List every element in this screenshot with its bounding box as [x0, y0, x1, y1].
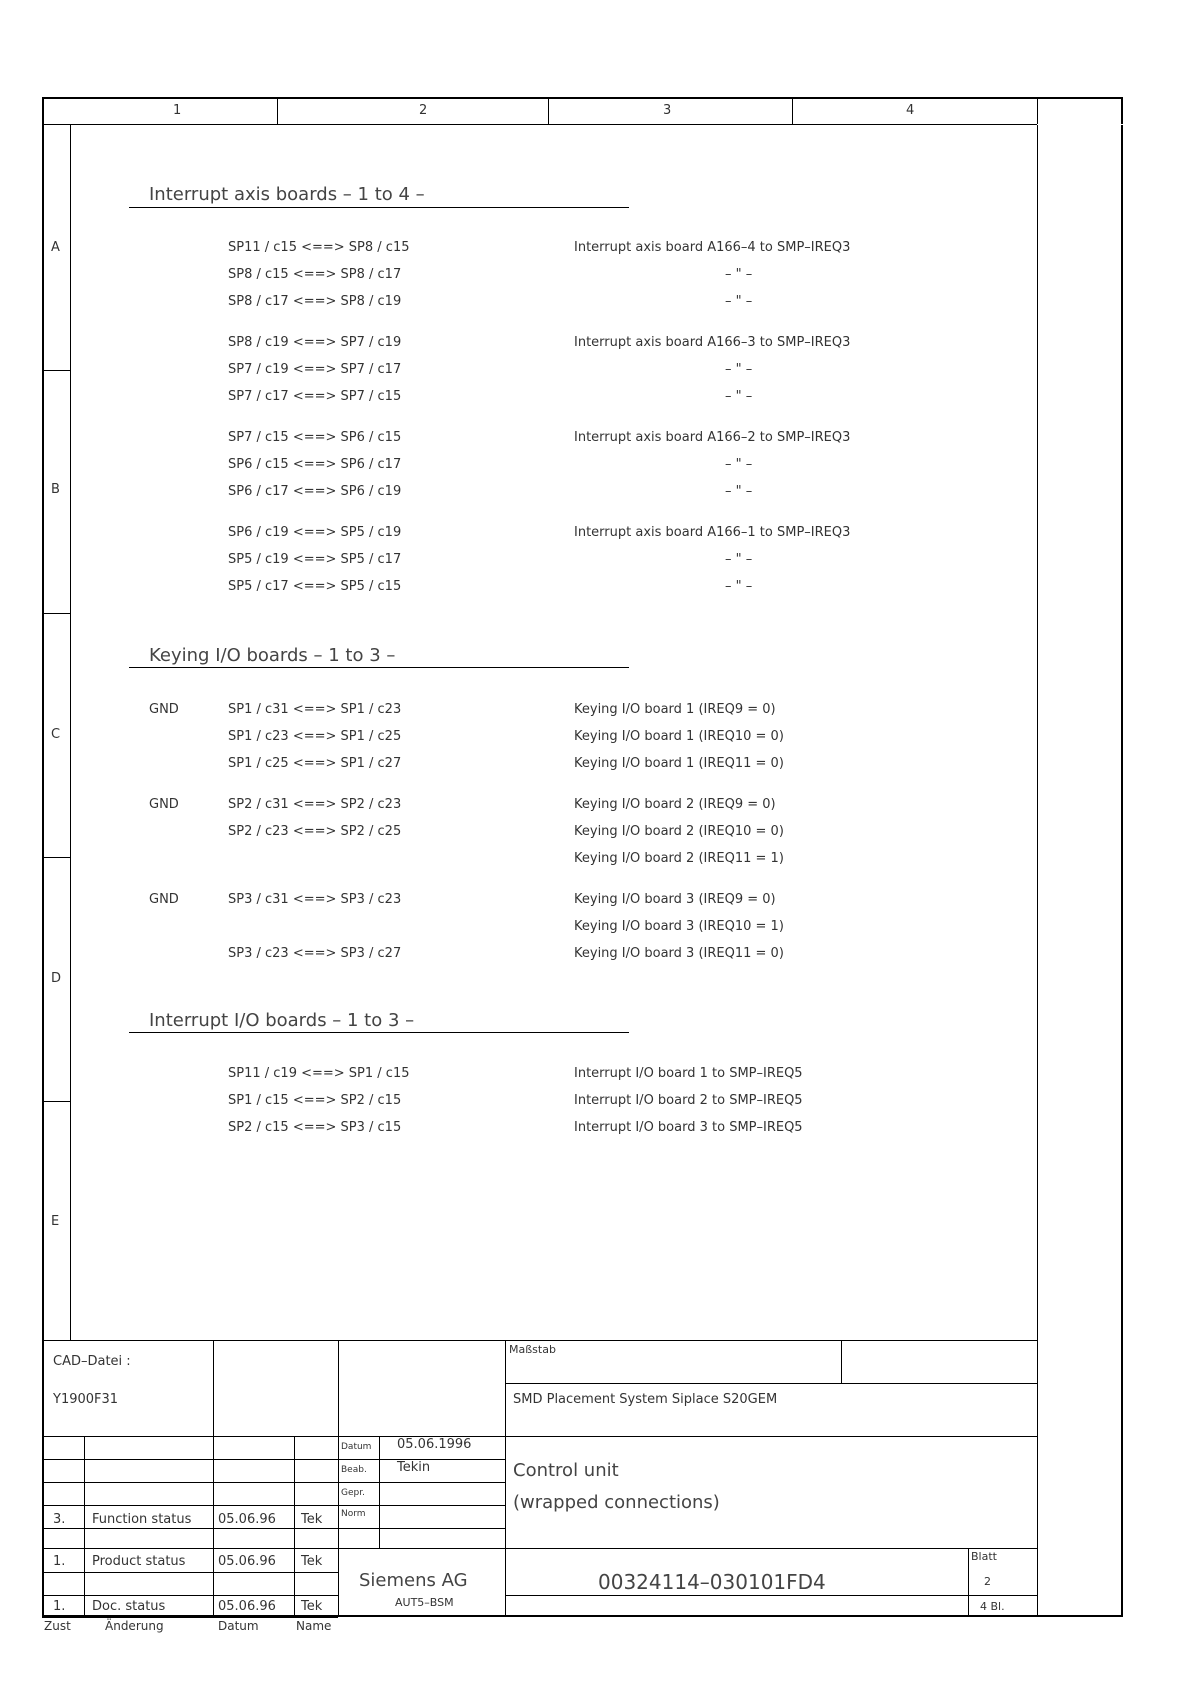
section-title-interrupt-io: Interrupt I/O boards – 1 to 3 – [149, 1010, 415, 1031]
connection: SP2 / c31 <==> SP2 / c23 [228, 797, 402, 812]
hdr-zust: Zust [44, 1619, 71, 1633]
connection-desc: Keying I/O board 1 (IREQ10 = 0) [574, 729, 784, 744]
tb-v4 [841, 1340, 842, 1383]
rev-aend: Function status [92, 1512, 192, 1527]
connection-desc: Interrupt axis board A166–3 to SMP–IREQ3 [574, 335, 851, 350]
rev-datum: 05.06.96 [218, 1554, 276, 1569]
rev-h8 [505, 1595, 1037, 1596]
connection: SP1 / c15 <==> SP2 / c15 [228, 1093, 402, 1108]
connection-desc: – " – [725, 579, 753, 594]
connection: SP3 / c23 <==> SP3 / c27 [228, 946, 402, 961]
blatt-label: Blatt [971, 1550, 997, 1563]
connection-desc: – " – [725, 389, 753, 404]
connection: SP8 / c15 <==> SP8 / c17 [228, 267, 402, 282]
hdr-line [42, 1617, 338, 1618]
doc-number: 00324114–030101FD4 [598, 1570, 826, 1594]
tb-h2 [42, 1436, 1037, 1437]
connection-desc: – " – [725, 267, 753, 282]
connection: SP8 / c19 <==> SP7 / c19 [228, 335, 402, 350]
rev-datum: 05.06.96 [218, 1512, 276, 1527]
connection: SP11 / c19 <==> SP1 / c15 [228, 1066, 410, 1081]
rev-zust: 1. [53, 1554, 66, 1569]
connection-desc: – " – [725, 457, 753, 472]
hdr-aenderung: Änderung [105, 1619, 164, 1633]
rev-h5 [42, 1548, 1037, 1549]
connection-desc: Keying I/O board 3 (IREQ11 = 0) [574, 946, 784, 961]
rev-h2 [42, 1482, 505, 1483]
connection-desc: Keying I/O board 2 (IREQ10 = 0) [574, 824, 784, 839]
col-sep-2 [548, 97, 549, 124]
rev-name: Tek [301, 1512, 323, 1527]
connection: SP3 / c31 <==> SP3 / c23 [228, 892, 402, 907]
doc-title-1: Control unit [513, 1460, 619, 1481]
rev-h1 [42, 1459, 505, 1460]
rev-v5 [379, 1436, 380, 1548]
connection-desc: Interrupt I/O board 1 to SMP–IREQ5 [574, 1066, 803, 1081]
connection-desc: – " – [725, 294, 753, 309]
header-strip-bottom [42, 124, 1123, 125]
rev-zust: 1. [53, 1599, 66, 1614]
rev-v1 [84, 1436, 85, 1617]
connection-desc: Keying I/O board 1 (IREQ11 = 0) [574, 756, 784, 771]
connection-desc: Interrupt I/O board 2 to SMP–IREQ5 [574, 1093, 803, 1108]
project-name: SMD Placement System Siplace S20GEM [513, 1392, 778, 1407]
connection-desc: Keying I/O board 2 (IREQ9 = 0) [574, 797, 776, 812]
gnd-label: GND [149, 892, 179, 907]
connection-desc: – " – [725, 552, 753, 567]
row-label-e: E [51, 1214, 60, 1229]
connection: SP1 / c31 <==> SP1 / c23 [228, 702, 402, 717]
connection: SP8 / c17 <==> SP8 / c19 [228, 294, 402, 309]
rev-h6 [42, 1572, 338, 1573]
connection: SP6 / c17 <==> SP6 / c19 [228, 484, 402, 499]
connection-desc: Interrupt axis board A166–4 to SMP–IREQ3 [574, 240, 851, 255]
row-sep-2 [42, 613, 70, 614]
col-label-3: 3 [663, 103, 672, 118]
row-label-c: C [51, 727, 61, 742]
beab-value: Tekin [397, 1460, 431, 1475]
datum-label: Datum [341, 1442, 372, 1452]
row-strip-right [70, 124, 71, 1340]
datum-value: 05.06.1996 [397, 1437, 472, 1452]
tb-v2 [338, 1340, 339, 1436]
blatt-total: 4 Bl. [980, 1600, 1005, 1613]
cad-file: Y1900F31 [53, 1392, 119, 1407]
connection: SP11 / c15 <==> SP8 / c15 [228, 240, 410, 255]
rev-v2 [213, 1436, 214, 1617]
connection: SP7 / c19 <==> SP7 / c17 [228, 362, 402, 377]
blatt-value: 2 [984, 1575, 991, 1588]
connection: SP5 / c19 <==> SP5 / c17 [228, 552, 402, 567]
right-margin-line [1037, 97, 1038, 1617]
rev-h7 [42, 1595, 338, 1596]
gnd-label: GND [149, 797, 179, 812]
gnd-label: GND [149, 702, 179, 717]
hdr-datum: Datum [218, 1619, 259, 1633]
rev-v4 [338, 1436, 339, 1617]
rev-h3 [42, 1505, 505, 1506]
beab-label: Beab. [341, 1465, 367, 1475]
connection: SP5 / c17 <==> SP5 / c15 [228, 579, 402, 594]
gepr-label: Gepr. [341, 1488, 365, 1498]
norm-label: Norm [341, 1509, 366, 1519]
company-name: Siemens AG [359, 1570, 468, 1591]
row-label-a: A [51, 240, 60, 255]
row-label-b: B [51, 482, 60, 497]
rev-aend: Product status [92, 1554, 186, 1569]
col-sep-3 [792, 97, 793, 124]
connection: SP7 / c15 <==> SP6 / c15 [228, 430, 402, 445]
connection: SP2 / c15 <==> SP3 / c15 [228, 1120, 402, 1135]
tb-top [42, 1340, 1037, 1341]
connection: SP7 / c17 <==> SP7 / c15 [228, 389, 402, 404]
massstab-label: Maßstab [509, 1343, 556, 1356]
rev-zust: 3. [53, 1512, 66, 1527]
row-sep-4 [42, 1101, 70, 1102]
company-dept: AUT5–BSM [395, 1596, 454, 1609]
blatt-v [968, 1548, 969, 1617]
margin-cut [1037, 124, 1123, 125]
connection-desc: Keying I/O board 3 (IREQ10 = 1) [574, 919, 784, 934]
section-underline [129, 1032, 629, 1033]
tb-v3 [505, 1340, 506, 1617]
col-sep-1 [277, 97, 278, 124]
rev-aend: Doc. status [92, 1599, 166, 1614]
col-label-4: 4 [906, 103, 915, 118]
col-label-2: 2 [419, 103, 428, 118]
row-sep-1 [42, 370, 70, 371]
row-sep-3 [42, 857, 70, 858]
tb-h-massstab [505, 1383, 1037, 1384]
connection: SP1 / c23 <==> SP1 / c25 [228, 729, 402, 744]
tb-v1 [213, 1340, 214, 1436]
col-label-1: 1 [173, 103, 182, 118]
connection-desc: Keying I/O board 1 (IREQ9 = 0) [574, 702, 776, 717]
rev-datum: 05.06.96 [218, 1599, 276, 1614]
section-title-keying-io: Keying I/O boards – 1 to 3 – [149, 645, 396, 666]
connection: SP1 / c25 <==> SP1 / c27 [228, 756, 402, 771]
section-underline [129, 207, 629, 208]
connection: SP2 / c23 <==> SP2 / c25 [228, 824, 402, 839]
doc-title-2: (wrapped connections) [513, 1492, 720, 1513]
connection-desc: Keying I/O board 2 (IREQ11 = 1) [574, 851, 784, 866]
row-label-d: D [51, 971, 62, 986]
hdr-name: Name [296, 1619, 332, 1633]
section-title-interrupt-axis: Interrupt axis boards – 1 to 4 – [149, 184, 425, 205]
connection: SP6 / c19 <==> SP5 / c19 [228, 525, 402, 540]
section-underline [129, 667, 629, 668]
rev-v3 [294, 1436, 295, 1617]
cad-label: CAD–Datei : [53, 1354, 131, 1369]
connection-desc: Interrupt axis board A166–1 to SMP–IREQ3 [574, 525, 851, 540]
rev-h4 [42, 1528, 505, 1529]
connection-desc: Keying I/O board 3 (IREQ9 = 0) [574, 892, 776, 907]
connection: SP6 / c15 <==> SP6 / c17 [228, 457, 402, 472]
connection-desc: – " – [725, 362, 753, 377]
connection-desc: Interrupt I/O board 3 to SMP–IREQ5 [574, 1120, 803, 1135]
connection-desc: Interrupt axis board A166–2 to SMP–IREQ3 [574, 430, 851, 445]
connection-desc: – " – [725, 484, 753, 499]
rev-name: Tek [301, 1554, 323, 1569]
rev-name: Tek [301, 1599, 323, 1614]
